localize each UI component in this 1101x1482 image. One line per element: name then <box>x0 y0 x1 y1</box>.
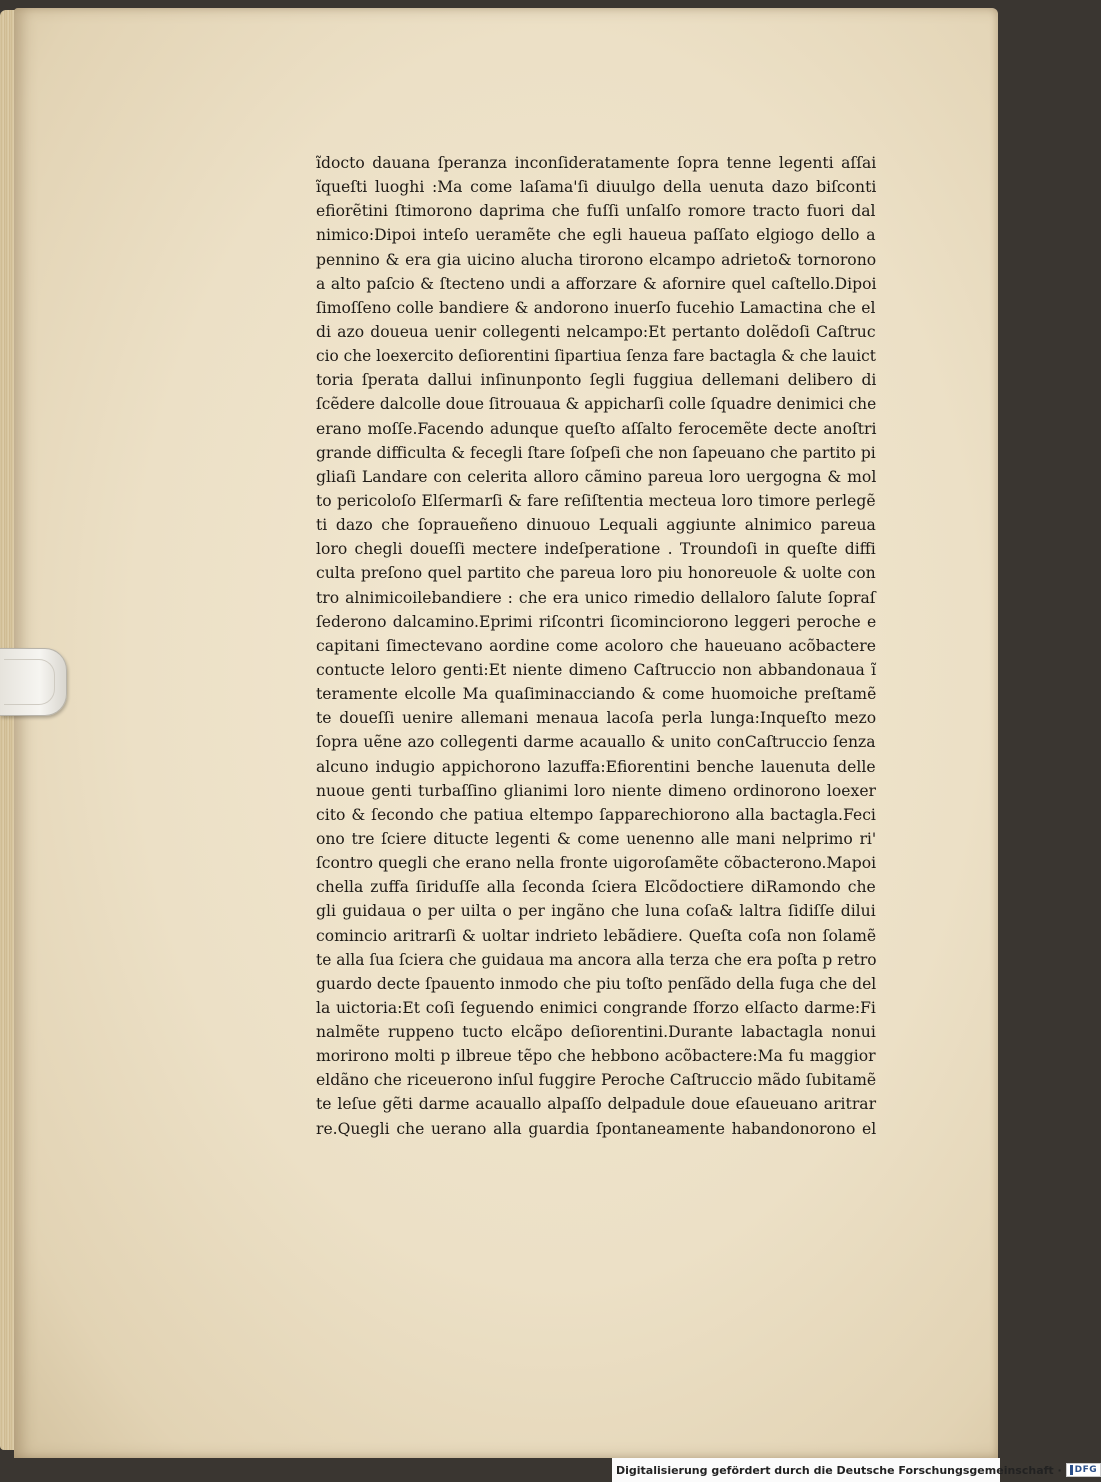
text-block <box>316 151 876 1141</box>
paper-clip <box>0 648 67 716</box>
text-line: erano moſſe.Facendo adunque queſto aſſalto ferocemẽte decte anoſtri <box>316 419 877 438</box>
text-line: capitani ſimectevano aordine come acoloro che haueuano acõbactere <box>316 636 876 655</box>
text-line: nalmẽte ruppeno tucto elcãpo deſiorentini.Durante labactagla nonui <box>316 1023 876 1042</box>
text-line: culta preſono quel partito che pareua loro piu honoreuole & uolte con <box>316 564 876 583</box>
text-line: la uictoria:Et coſi ſeguendo enimici congrande ſforzo elſacto darme:Fi <box>316 998 876 1017</box>
text-line: morirono molti p ilbreue tẽpo che hebbono acõbactere:Ma fu maggior <box>316 1047 876 1066</box>
footer-credit: Digitalisierung gefördert durch die Deutsche Forschungsgemeinschaft · <box>616 1463 1062 1477</box>
text-line: gliaſi Landare con celerita alloro cãmino pareua loro uergogna & mol <box>316 467 877 486</box>
text-line: toria ſperata dallui inſinunponto ſegli fuggiua dellemani delibero di <box>316 371 877 390</box>
text-line: tro alnimicoilebandiere : che era unico rimedio dellaloro ſalute ſopraſ <box>316 588 876 607</box>
text-line: ſederono dalcamino.Eprimi riſcontri ſicominciorono leggeri peroche e <box>316 612 877 631</box>
text-line: ſimoſſeno colle bandiere & andorono inuerſo fucehio Lamactina che el <box>316 298 876 317</box>
text-line: ſcẽdere dalcolle doue ſitrouaua & appicharſi colle ſquadre denimici che <box>316 395 877 414</box>
text-line: nimico:Dipoi inteſo ueramẽte che egli haueua paſſato elgiogo dello a <box>316 226 876 245</box>
text-line: to pericoloſo Elſermarſi & fare reſiſtentia mecteua loro timore perlegẽ <box>316 491 876 510</box>
text-line: a alto paſcio & ſtecteno undi a afforzare & afornire quel caſtello.Dipoi <box>316 274 877 293</box>
text-line: cio che loexercito deſiorentini ſipartiua ſenza fare bactagla & che lauict <box>316 347 876 366</box>
text-line: eldãno che riceuerono inſul fuggire Peroche Caſtruccio mãdo ſubitamẽ <box>316 1071 877 1090</box>
text-line: di azo doueua uenir collegenti nelcampo:Et pertanto dolẽdoſi Caſtruc <box>316 322 876 341</box>
text-line: guardo decte ſpauento inmodo che piu toſto penſãdo della fuga che del <box>316 974 877 993</box>
text-line: teramente elcolle Ma quaſiminacciando & come huomoiche preſtamẽ <box>316 685 877 704</box>
text-line: gli guidaua o per uilta o per ingãno che luna coſa& laltra ſidiſſe dilui <box>316 902 876 921</box>
text-line: chella zuffa ſiriduſſe alla ſeconda ſciera Elcõdoctiere diRamondo che <box>316 878 876 897</box>
text-line: ĩqueſti luoghi :Ma come laſama'ſi diuulgo della uenuta dazo biſconti <box>316 178 877 197</box>
text-line: loro chegli doueſſi mectere indeſperatione . Troundoſi in queſte diffi <box>316 540 876 559</box>
dfg-logo-icon <box>1066 1463 1101 1477</box>
dfg-logo-label: DFG <box>1074 1465 1098 1475</box>
digitization-footer <box>612 1458 1098 1482</box>
text-line: ti dazo che ſopraueñeno dinuouo Lequali aggiunte alnimico pareua <box>316 516 876 535</box>
text-line: cito & ſecondo che patiua eltempo ſapparechiorono alla bactagla.Feci <box>316 805 876 824</box>
text-line: ono tre ſciere ditucte legenti & come uenenno alle mani nelprimo ri' <box>316 829 877 848</box>
text-line: re.Quegli che uerano alla guardia ſpontaneamente habandonorono el <box>316 1119 877 1138</box>
text-line: nuoue genti turbaſſino glianimi loro niente dimeno ordinorono loexer <box>316 781 876 800</box>
text-line: te leſue gẽti darme acauallo alpaſſo delpadule doue eſaueuano aritrar <box>316 1095 877 1114</box>
dfg-logo-mark <box>1070 1465 1073 1475</box>
text-line: ĩdocto dauana ſperanza inconſideratamente ſopra tenne legenti aſſai <box>316 154 877 172</box>
text-line: ſcontro quegli che erano nella fronte uigoroſamẽte cõbacterono.Mapoi <box>316 854 877 873</box>
text-line: ſopra uẽne azo collegenti darme acauallo & unito conCaſtruccio ſenza <box>316 733 876 752</box>
text-line: contucte leloro genti:Et niente dimeno Caſtruccio non abbandonaua ĩ <box>316 660 877 679</box>
text-line: alcuno indugio appichorono lazuffa:Efiorentini benche lauenuta delle <box>316 757 876 776</box>
text-line: te doueſſi uenire allemani menaua lacoſa perla lunga:Inqueſto mezo <box>316 709 877 728</box>
text-line: efiorẽtini ſtimorono daprima che fuſſi unſalſo romore tracto fuori dal <box>316 202 876 221</box>
text-line: pennino & era gia uicino alucha tirorono elcampo adrieto& tornorono <box>316 250 877 269</box>
text-line: te alla ſua ſciera che guidaua ma ancora alla terza che era poſta p retro <box>316 950 877 969</box>
text-line: grande difficulta & fecegli ſtare ſoſpeſi che non ſapeuano che partito pi <box>316 443 876 462</box>
text-line: comincio aritrarſi & uoltar indrieto lebãdiere. Queſta coſa non ſolamẽ <box>316 926 877 945</box>
